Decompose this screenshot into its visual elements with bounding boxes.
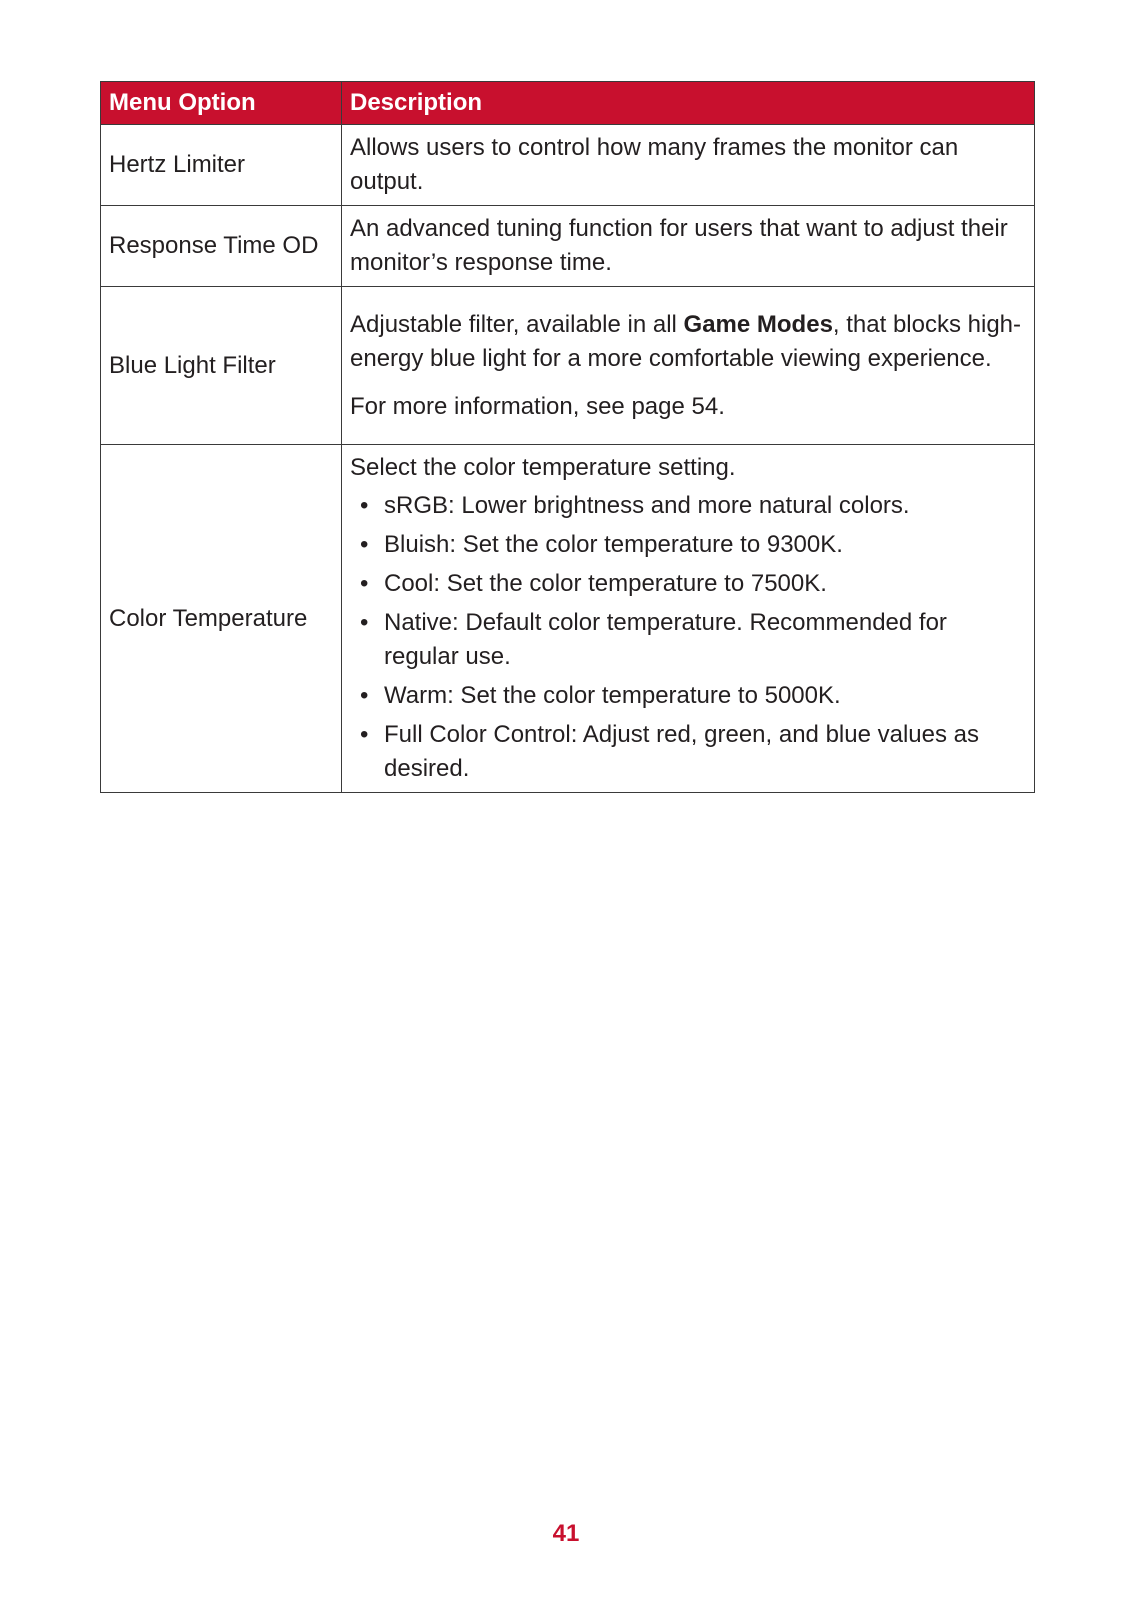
list-item-text: Warm: Set the color temperature to 5000K. — [384, 682, 841, 709]
table-row — [101, 287, 1035, 445]
table-row — [101, 445, 1035, 793]
description-text-start: Adjustable filter, available in all — [350, 310, 684, 338]
header-menu-option: Menu Option — [101, 82, 342, 125]
description-hertz-limiter — [342, 125, 1035, 206]
option-hertz-limiter: Hertz Limiter — [101, 125, 342, 206]
bullet-icon: • — [360, 492, 369, 519]
list-item — [350, 606, 1026, 674]
list-item-text: Cool: Set the color temperature to 7500K. — [384, 570, 827, 597]
description-text-end: , that blocks high-energy blue light for a more comfortable viewing experience. — [350, 310, 1022, 372]
color-temperature-options-list — [350, 489, 1026, 786]
bullet-icon: • — [360, 609, 369, 636]
header-description: Description — [342, 82, 1035, 125]
table-row — [101, 125, 1035, 206]
option-color-temperature: Color Temperature — [101, 445, 342, 793]
list-item — [350, 718, 1026, 786]
bullet-icon: • — [360, 570, 369, 597]
description-response-time-od — [342, 206, 1035, 287]
option-response-time-od: Response Time OD — [101, 206, 342, 287]
list-item-text: Native: Default color temperature. Recommended for regular use. — [384, 609, 947, 670]
page-reference-note: For more information, see page 54. — [350, 392, 725, 420]
option-blue-light-filter: Blue Light Filter — [101, 287, 342, 445]
game-modes-emphasis: Game Modes — [683, 310, 833, 338]
description-intro: Select the color temperature setting. — [350, 454, 736, 481]
description-text: An advanced tuning function for users that want to adjust their monitor’s response time. — [350, 215, 1008, 276]
page-number: 41 — [552, 1520, 580, 1547]
description-blue-light-filter — [342, 287, 1035, 445]
bullet-icon: • — [360, 531, 369, 558]
bullet-icon: • — [360, 721, 369, 748]
list-item — [350, 489, 1026, 523]
list-item-text: Bluish: Set the color temperature to 9300K. — [384, 531, 843, 558]
list-item-text: sRGB: Lower brightness and more natural colors. — [384, 492, 910, 519]
table-row — [101, 206, 1035, 287]
list-item — [350, 567, 1026, 601]
description-text: Allows users to control how many frames the monitor can output. — [350, 134, 959, 195]
bullet-icon: • — [360, 682, 369, 709]
list-item — [350, 528, 1026, 562]
list-item — [350, 679, 1026, 713]
list-item-text: Full Color Control: Adjust red, green, and blue values as desired. — [384, 721, 979, 782]
table-header-row — [101, 82, 1035, 125]
description-text — [350, 308, 1026, 376]
menu-options-table — [100, 81, 1035, 793]
description-color-temperature — [342, 445, 1035, 793]
